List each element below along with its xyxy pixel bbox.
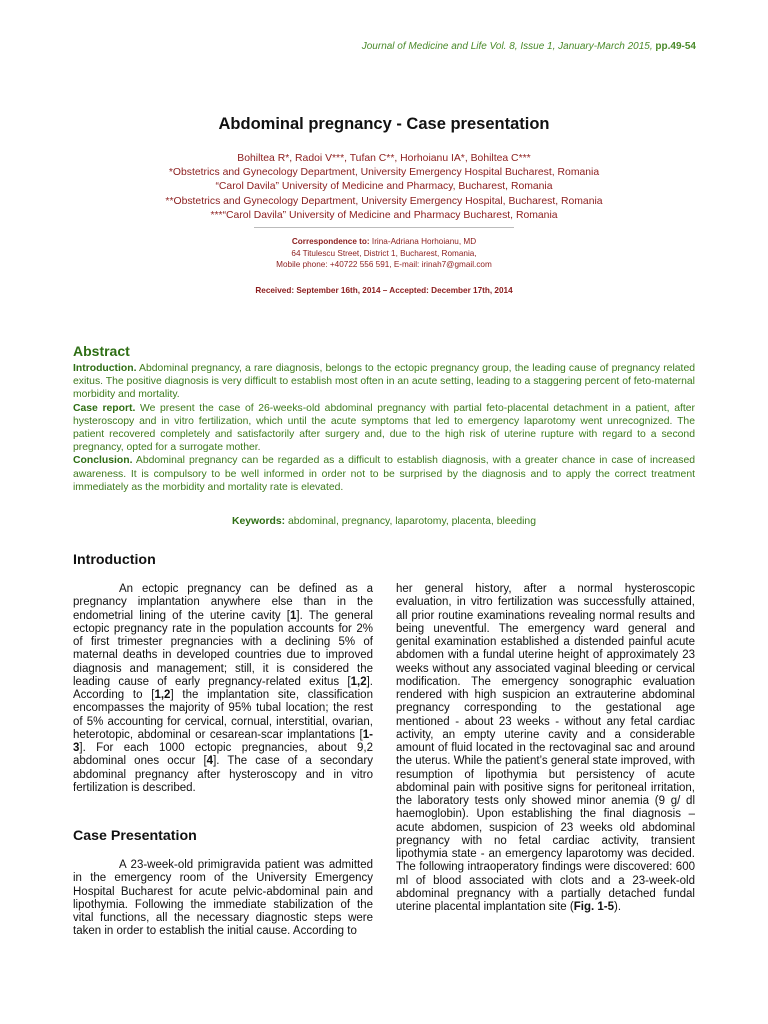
affiliation-4: ***“Carol Davila” University of Medicine and Pharmacy Bucharest, Romania: [210, 209, 558, 221]
separator-rule: [254, 227, 514, 228]
case-presentation-column-left: [73, 859, 373, 939]
keywords-line: [0, 516, 768, 527]
intro-text-2: ]. The general ectopic pregnancy rate in the population accounts for 2% of first trimester pregnancies with a declining 5% of maternal deaths in developed countries due to improved diagnosis and management; still, it is considered the leading cause of early pregnancy-related exitus [: [73, 609, 373, 688]
journal-citation: Journal of Medicine and Life Vol. 8, Issue 1, January-March 2015,: [361, 41, 653, 52]
correspondence-line: [0, 236, 768, 248]
case-paragraph-2: [396, 583, 695, 914]
ref-1: 1: [289, 609, 297, 622]
paper-title: Abdominal pregnancy - Case presentation: [218, 115, 550, 133]
abstract-conclusion-label: Conclusion.: [73, 455, 133, 467]
author-list: Bohiltea R*, Radoi V***, Tufan C**, Horhoianu IA*, Bohiltea C***: [237, 153, 531, 164]
keywords-text: abdominal, pregnancy, laparotomy, placenta, bleeding: [285, 516, 536, 527]
keywords-label: Keywords:: [231, 516, 286, 527]
intro-text-1: An ectopic pregnancy can be defined as a pregnancy implantation anywhere else than in the endometrial lining of the uterine cavity [: [73, 583, 373, 622]
correspondence-contact: Mobile phone: +40722 556 591, E-mail: irinah7@gmail.com: [276, 260, 492, 270]
case-presentation-heading: Case Presentation: [73, 828, 197, 844]
introduction-paragraph: [73, 583, 373, 795]
ref-1-2-b: 1,2: [154, 689, 171, 701]
correspondence-block: [0, 236, 768, 271]
correspondence-label: Correspondence to:: [291, 237, 370, 246]
affiliation-1: *Obstetrics and Gynecology Department, University Emergency Hospital Bucharest, Romania: [168, 167, 600, 179]
journal-header: [362, 41, 696, 52]
ref-1-3: 1-3: [73, 728, 373, 754]
abstract-introduction-label: Introduction.: [73, 363, 137, 374]
abstract-conclusion-text: Abdominal pregnancy can be regarded as a difficult to establish diagnosis, with a greater chance in case of increased awareness. It is compulsory to be well informed in order not to be surprised by the diagnosis and to apply the correct treatment immediately as the morbidity and mortality rate is elevated.: [73, 455, 695, 493]
case-text-2a: her general history, after a normal hysteroscopic evaluation, in vitro fertilization was successfully attained, all prior routine examinations revealing normal results and being uneventful. The emergency ward general and genital examination established a distended painful acute abdomen with a fundal uterine height of approximately 23 weeks without any associated vaginal bleeding or cervical modification. The emergency sonographic evaluation rendered with high suspicion an extrauterine abdominal pregnancy corresponding to the gestational age mentioned - about 23 weeks - without any fetal cardiac activity, an empty uterine cavity and a considerable amount of fluid located in the rectovaginal sac and around the uterus. While the patient’s general state improved, with resumption of lipothymia but persistency of acute abdominal pain with positive signs for peritoneal irritation, the laboratory tests only showed minor anemia (9 g/ dl haemoglobin). Upon establishing the final diagnosis – acute abdomen, suspicion of 23 weeks old abdominal pregnancy with no fetal cardiac activity, transient lipothymia state - an emergency laparotomy was decided. The following intraoperatory findings were discovered: 600 ml of blood associated with clots and a 23-week-old abdominal pregnancy with a partially detached fundal uterine placental implantation site (: [396, 583, 695, 913]
abstract-introduction: [73, 362, 695, 402]
case-presentation-column-right: [396, 583, 695, 914]
case-text-2b: ).: [613, 901, 622, 913]
abstract-conclusion: [73, 454, 695, 494]
introduction-column: [73, 583, 373, 795]
intro-text-6: ]. The case of a secondary abdominal pregnancy after hysteroscopy and in vitro fertilization is described.: [73, 755, 373, 794]
received-dates: Received: September 16th, 2014 – Accepted: December 17th, 2014: [255, 286, 513, 295]
affiliation-2: “Carol Davila” University of Medicine and Pharmacy, Bucharest, Romania: [215, 181, 553, 193]
correspondence-address: 64 Titulescu Street, District 1, Bucharest, Romania,: [291, 248, 477, 258]
correspondence-name: Irina-Adriana Horhoianu, MD: [369, 237, 477, 246]
intro-text-4: ] the implantation site, classification encompasses the majority of 95% tubal location; the rest of 5% accounting for cervical, cornual, interstitial, ovarian, heterotopic, abdominal or cesarean-scar implantations [: [73, 689, 373, 741]
ref-1-2: 1,2: [350, 675, 367, 688]
introduction-heading: Introduction: [73, 552, 156, 568]
authors-block: [0, 152, 768, 223]
case-paragraph-1: A 23-week-old primigravida patient was admitted in the emergency room of the University Emergency Hospital Bucharest for acute pelvic-abdominal pain and lipothymia. Following the immediate stabilization of the vital functions, all the necessary diagnostic steps were taken in order to establish the initial cause. According to: [73, 859, 373, 938]
figure-reference: Fig. 1-5: [573, 901, 614, 913]
abstract-introduction-text: Abdominal pregnancy, a rare diagnosis, belongs to the ectopic pregnancy group, the leading cause of pregnancy related exitus. The positive diagnosis is very difficult to establish most often in an acute setting, leading to a staggering percent of feto-maternal morbidity and mortality.: [73, 363, 695, 401]
ref-4: 4: [206, 755, 214, 768]
intro-text-3: ]. According to [: [73, 675, 373, 701]
intro-text-5: ]. For each 1000 ectopic pregnancies, about 9,2 abdominal ones occur [: [73, 742, 373, 768]
abstract-case-text: We present the case of 26-weeks-old abdominal pregnancy with partial feto-placental detachment in a patient, after hysteroscopy and in vitro fertilization, which until the acute symptoms that led to emergency laparotomy went unrecognized. The patient recovered completely and satisfactorily after surgery and, due to the high risk of uterine rupture with regard to a second pregnancy, opted for a surrogate mother.: [73, 402, 695, 454]
abstract-body: [73, 362, 695, 494]
abstract-heading: Abstract: [73, 343, 130, 359]
affiliation-3: **Obstetrics and Gynecology Department, University Emergency Hospital, Bucharest, Romania: [165, 195, 603, 207]
page-range: pp.49-54: [655, 41, 696, 52]
abstract-case-label: Case report.: [73, 402, 136, 414]
abstract-case-report: [73, 402, 695, 455]
